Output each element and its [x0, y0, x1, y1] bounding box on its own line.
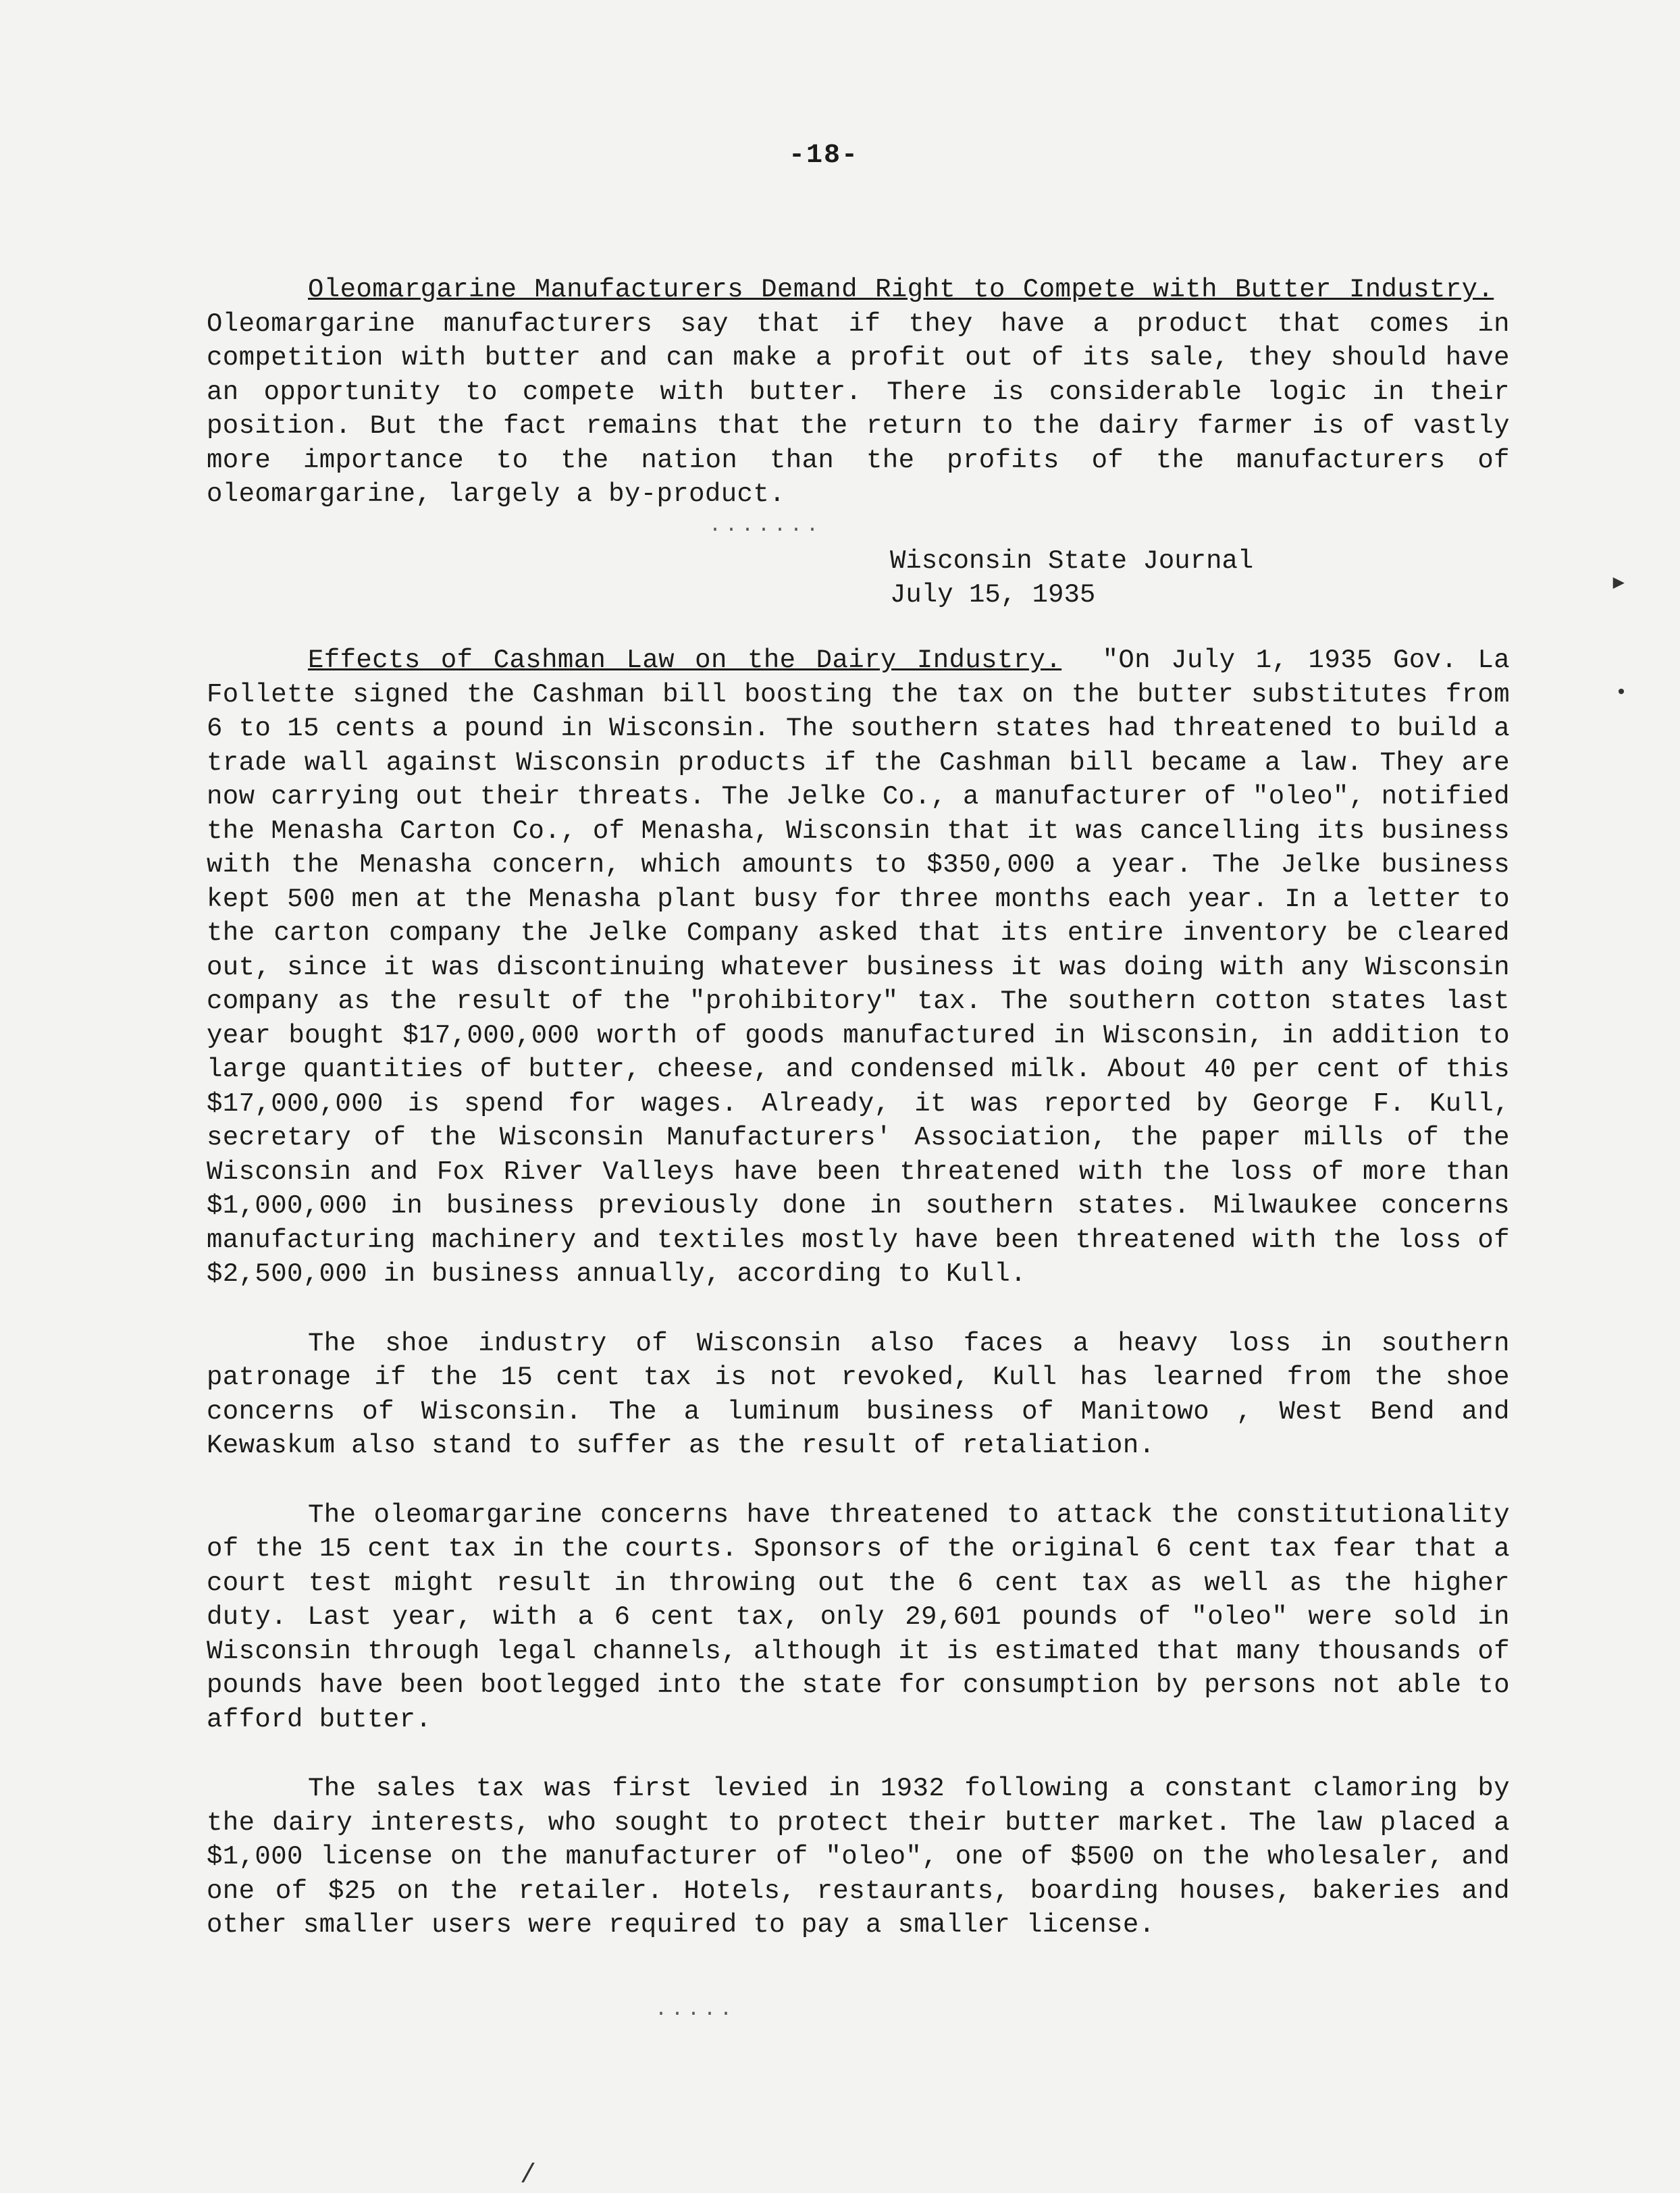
- paragraph-text: "On July 1, 1935 Gov. La Follette signed the Cashman bill boosting the tax on the butter substitutes from 6 to 15 cents a pound in Wisconsin. The southern states had threatened to build a trade wall against Wisconsin products if the Cashman bill became a law. They are now carrying out their threats. The Jelke Co., a manufacturer of "oleo", notified the Menasha Carton Co., of Menasha, Wisconsin that it was cancelling its business with the Menasha concern, which amounts to $350,000 a year. The Jelke business kept 500 men at the Menasha plant busy for three months each year. In a letter to the carton company the Jelke Company asked that its entire inventory be cleared out, since it was discontinuing whatever business it was doing with any Wisconsin company as the result of the "prohibitory" tax. The southern cotton states last year bought $17,000,000 worth of goods manufactured in Wisconsin, in addition to large quantities of butter, cheese, and condensed milk. About 40 per cent of this $17,000,000 is spend for wages. Already, it was reported by George F. Kull, secretary of the Wisconsin Manufacturers' Association, the paper mills of the Wisconsin and Fox River Valleys have been threatened with the loss of more than $1,000,000 in business previously done in southern states. Milwaukee concerns manufacturing machinery and textiles mostly have been threatened with the loss of $2,500,000 in business annually, according to Kull.: [207, 645, 1511, 1289]
- paragraph-text: Oleomargarine manufacturers say that if they have a product that comes in competition with butter and can make a profit out of its sale, they should have an opportunity to compete with butter. There is considerable logic in their position. But the fact remains that the return to the dairy farmer is of vastly more importance to the nation than the profits of the manufacturers of oleomargarine, largely a by-product.: [207, 309, 1510, 509]
- source-name: Wisconsin State Journal: [890, 546, 1254, 576]
- typewriter-dots-mark: .....: [655, 1999, 737, 2022]
- paragraph: [207, 273, 1510, 512]
- section-cashman-law: [207, 643, 1510, 1943]
- paragraph: [207, 643, 1510, 1292]
- page-number: -18-: [789, 140, 860, 171]
- paragraph: The oleomargarine concerns have threatened to attack the constitutionality of the 15 cent tax in the courts. Sponsors of the original 6 cent tax fear that a court test might result in throwing out the 6 cent tax as well as the higher duty. Last year, with a 6 cent tax, only 29,601 pounds of "oleo" were sold in Wisconsin through legal channels, although it is estimated that many thousands of pounds have been bootlegged into the state for consumption by persons not able to afford butter.: [207, 1500, 1510, 1735]
- typewriter-dots-mark: .......: [709, 514, 823, 537]
- paragraph: The sales tax was first levied in 1932 following a constant clamoring by the dairy interests, who sought to protect their butter market. The law placed a $1,000 license on the manufacturer of "oleo", one of $500 on the wholesaler, and one of $25 on the retailer. Hotels, restaurants, boarding houses, bakeries and other smaller users were required to pay a smaller license.: [207, 1774, 1510, 1940]
- source-attribution: [890, 544, 1253, 612]
- section-heading: Oleomargarine Manufacturers Demand Right to Compete with Butter Industry.: [308, 275, 1494, 305]
- section-oleomargarine: [207, 273, 1510, 512]
- section-heading: Effects of Cashman Law on the Dairy Industry.: [308, 645, 1062, 675]
- source-date: July 15, 1935: [890, 580, 1096, 610]
- scan-speck-mark: /: [520, 2161, 537, 2191]
- margin-mark: •: [1615, 682, 1628, 705]
- paragraph: The shoe industry of Wisconsin also faces a heavy loss in southern patronage if the 15 cent tax is not revoked, Kull has learned from the shoe concerns of Wisconsin. The a luminum business of Manitowo , West Bend and Kewaskum also stand to suffer as the result of retaliation.: [207, 1328, 1510, 1460]
- margin-mark: ▸: [1610, 566, 1628, 600]
